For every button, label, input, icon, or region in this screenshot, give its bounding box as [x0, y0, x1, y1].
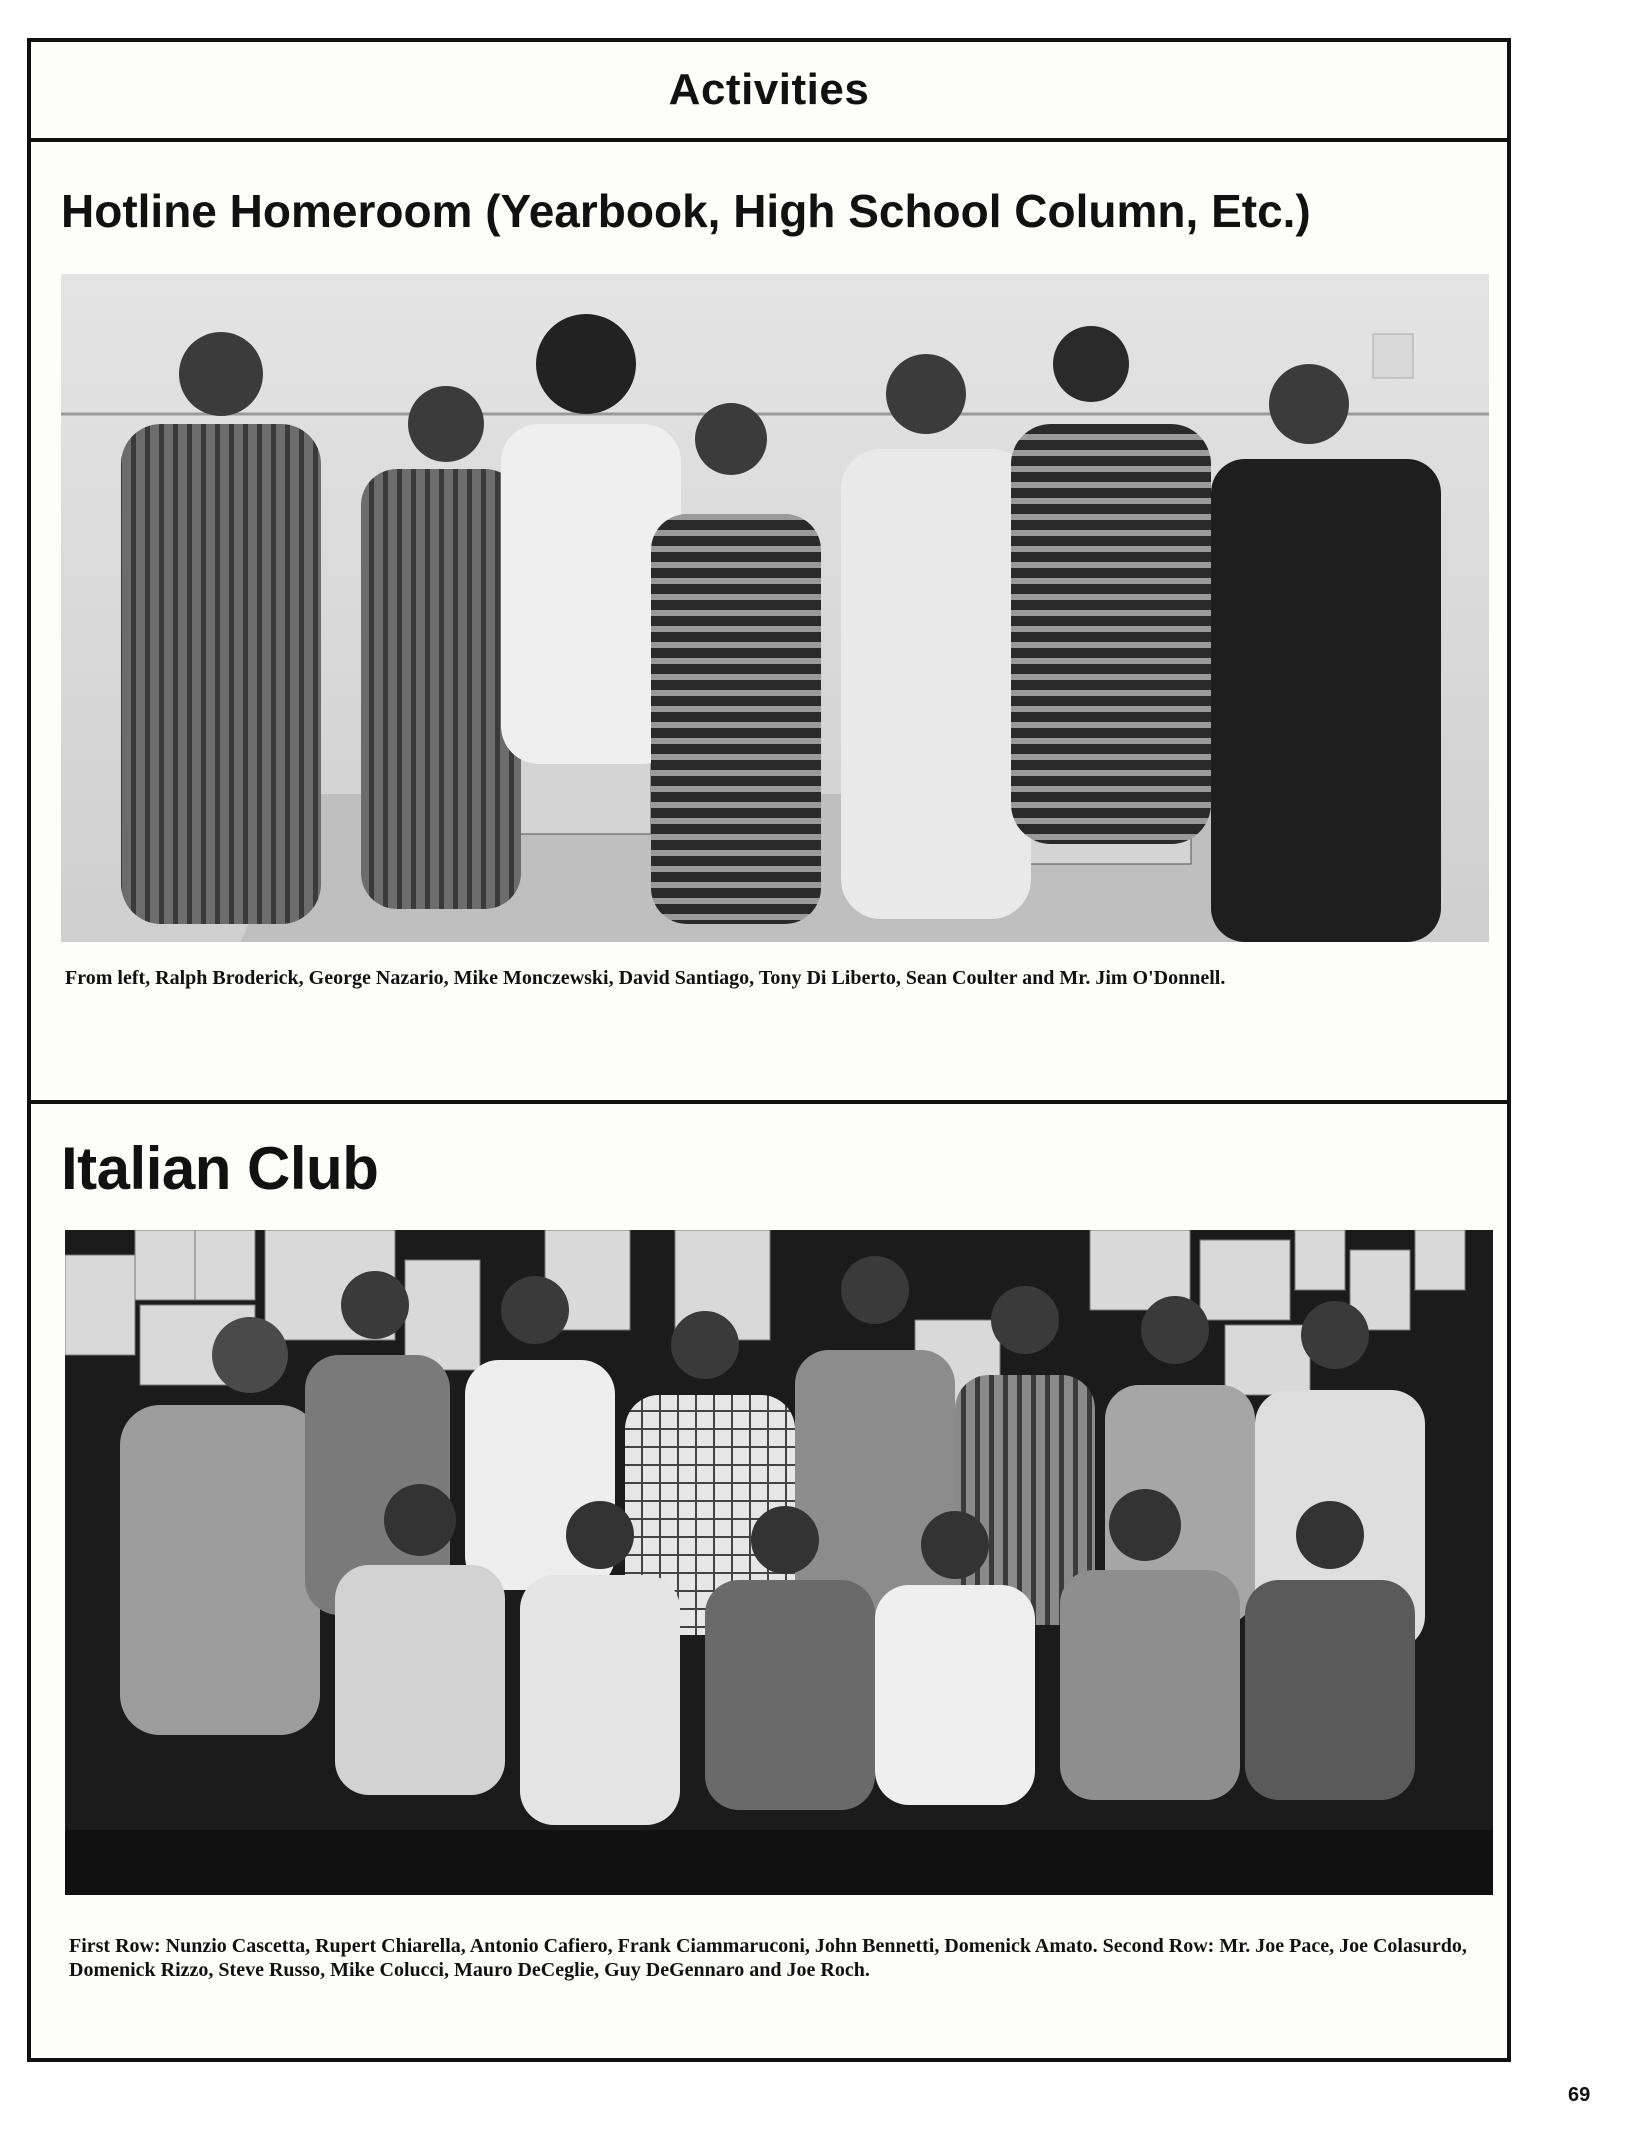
italian-club-photo-image	[65, 1230, 1493, 1895]
hotline-homeroom-caption: From left, Ralph Broderick, George Nazario, Mike Monczewski, David Santiago, Tony Di Liberto, Sean Coulter and Mr. Jim O'Donnell.	[65, 967, 1226, 989]
italian-club-section	[27, 1100, 1511, 2062]
hotline-homeroom-section	[27, 38, 1511, 1104]
hotline-homeroom-photo	[61, 274, 1489, 942]
hotline-homeroom-title: Hotline Homeroom (Yearbook, High School Column, Etc.)	[61, 185, 1311, 237]
italian-club-photo	[65, 1230, 1493, 1895]
italian-club-caption: First Row: Nunzio Cascetta, Rupert Chiarella, Antonio Cafiero, Frank Ciammaruconi, John Bennetti, Domenick Amato. Second Row: Mr. Joe Pace, Joe Colasurdo, Domenick Rizzo, Steve Russo, Mike Colucci, Mauro DeCeglie, Guy DeGennaro and Joe Roch.	[69, 1935, 1467, 1981]
hotline-homeroom-photo-image	[61, 274, 1489, 942]
page-header	[31, 42, 1507, 142]
page-header-title: Activities	[668, 65, 870, 114]
italian-club-title: Italian Club	[61, 1135, 379, 1202]
page-number: 69	[1568, 2084, 1591, 2106]
